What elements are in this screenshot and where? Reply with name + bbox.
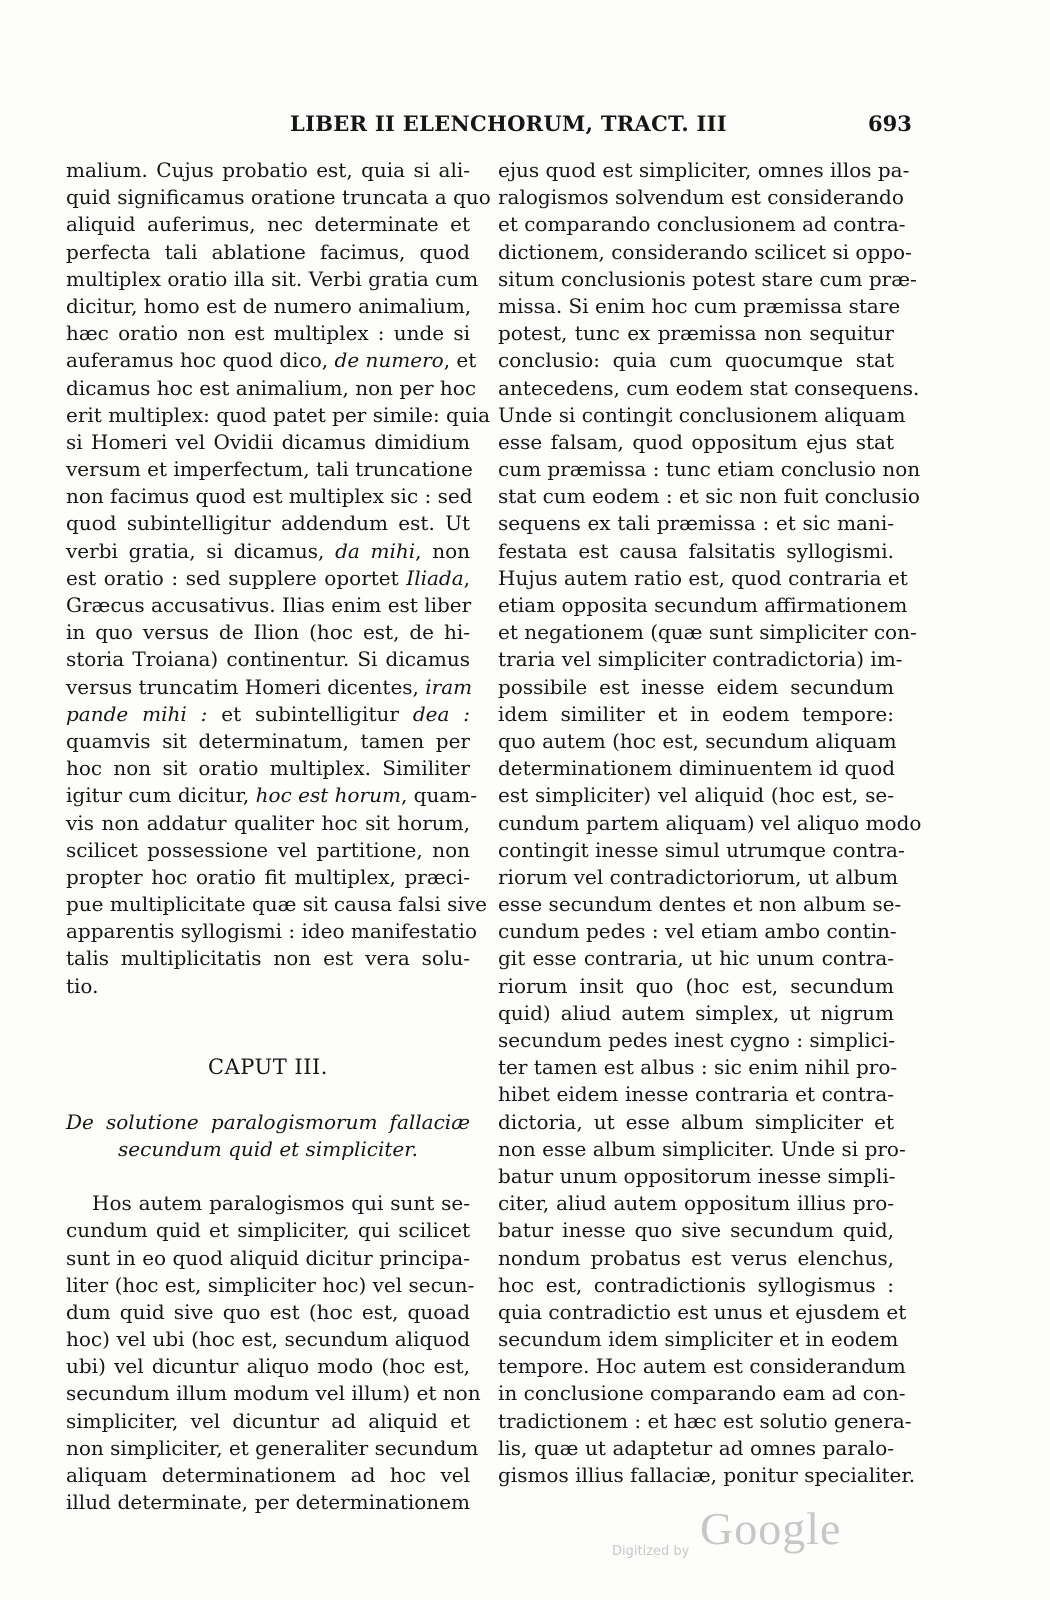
right-column bbox=[498, 157, 922, 1489]
digitized-by-google-watermark bbox=[612, 1502, 852, 1562]
text-line: scilicet possessione vel partitione, non bbox=[66, 837, 470, 862]
text-line: ter tamen est albus : sic enim nihil pro- bbox=[498, 1055, 898, 1080]
text-line: etiam opposita secundum affirmationem bbox=[498, 593, 908, 617]
text-line: traria vel simpliciter contradictoria) im- bbox=[498, 647, 903, 672]
text-line: secundum illum modum vel illum) et non bbox=[66, 1381, 481, 1406]
text-line: malium. Cujus probatio est, quia si ali- bbox=[66, 158, 470, 182]
text-segment: , non bbox=[415, 538, 470, 563]
page-number: 693 bbox=[868, 111, 912, 136]
running-header bbox=[0, 111, 1050, 151]
text-line: dicitur, homo est de numero animalium, bbox=[66, 293, 472, 318]
text-line: sequens ex tali præmissa : et sic mani- bbox=[498, 511, 894, 536]
text-line: esse secundum dentes et non album se- bbox=[498, 892, 902, 917]
text-line: determinationem diminuentem id quod bbox=[498, 756, 896, 781]
text-line bbox=[66, 782, 477, 809]
text-line: erit multiplex: quod patet per simile: quia bbox=[66, 402, 491, 427]
text-line: quid significamus oratione truncata a quo bbox=[66, 185, 491, 210]
text-line: gismos illius fallaciæ, ponitur specialiter. bbox=[498, 1463, 916, 1487]
text-line: non simpliciter, et generaliter secundum bbox=[66, 1435, 479, 1460]
chapter-subheading-line: De solutione paralogismorum fallaciæ bbox=[66, 1109, 470, 1134]
text-segment: , quam- bbox=[400, 783, 477, 808]
google-logo: Google bbox=[700, 1503, 842, 1554]
text-segment: versus truncatim Homeri dicentes, bbox=[66, 674, 426, 699]
text-line: et negationem (quæ sunt simpliciter con- bbox=[498, 620, 917, 645]
text-line: tempore. Hoc autem est considerandum bbox=[498, 1354, 906, 1379]
chapter-subheading-line: secundum quid et simpliciter. bbox=[118, 1136, 418, 1161]
text-line: conclusio: quia cum quocumque stat bbox=[498, 348, 894, 373]
text-segment: verbi gratia, si dicamus, bbox=[66, 538, 336, 563]
text-line: simpliciter, vel dicuntur ad aliquid et bbox=[66, 1408, 470, 1433]
chapter-heading: CAPUT III. bbox=[208, 1055, 328, 1080]
text-line: cundum pedes : vel etiam ambo contin- bbox=[498, 919, 897, 944]
text-line: dum quid sive quo est (hoc est, quoad bbox=[66, 1299, 470, 1324]
text-line: sunt in eo quod aliquid dicitur principa- bbox=[66, 1245, 470, 1270]
text-line: riorum vel contradictoriorum, ut album bbox=[498, 864, 899, 889]
text-line: illud determinate, per determinationem bbox=[66, 1490, 470, 1515]
text-line: perfecta tali ablatione facimus, quod bbox=[66, 239, 470, 264]
text-line bbox=[66, 701, 470, 728]
text-line: vis non addatur qualiter hoc sit horum, bbox=[66, 810, 470, 835]
text-line: quod subintelligitur addendum est. Ut bbox=[66, 511, 470, 536]
text-line: liter (hoc est, simpliciter hoc) vel secun- bbox=[66, 1272, 475, 1297]
text-line: Hujus autem ratio est, quod contraria et bbox=[498, 565, 908, 590]
text-line: propter hoc oratio fit multiplex, præci- bbox=[66, 864, 470, 889]
italic-term: hoc est horum bbox=[255, 783, 401, 808]
text-line: quid) aliud autem simplex, ut nigrum bbox=[498, 1000, 894, 1025]
text-line: possibile est inesse eidem secundum bbox=[498, 674, 894, 699]
text-line: talis multiplicitatis non est vera solu- bbox=[66, 946, 470, 971]
text-line: citer, aliud autem oppositum illius pro- bbox=[498, 1191, 894, 1216]
text-line: contingit inesse simul utrumque contra- bbox=[498, 837, 905, 862]
text-line: situm conclusionis potest stare cum præ- bbox=[498, 266, 917, 291]
paragraph-chapter-three bbox=[66, 1190, 481, 1516]
text-line: idem similiter et in eodem tempore: bbox=[498, 701, 894, 726]
text-line: aliquid auferimus, nec determinate et bbox=[66, 212, 470, 237]
italic-term: de numero bbox=[334, 348, 444, 373]
text-line: festata est causa falsitatis syllogismi. bbox=[498, 538, 894, 563]
text-line: hoc) vel ubi (hoc est, secundum aliquod bbox=[66, 1327, 470, 1352]
text-line: cum præmissa : tunc etiam conclusio non bbox=[498, 457, 921, 482]
text-segment: igitur cum dicitur, bbox=[66, 783, 256, 808]
text-line: in conclusione comparando eam ad con- bbox=[498, 1381, 906, 1406]
text-line: lis, quæ ut adaptetur ad omnes paralo- bbox=[498, 1435, 894, 1460]
text-line: quo autem (hoc est, secundum aliquam bbox=[498, 728, 897, 753]
text-line: ejus quod est simpliciter, omnes illos pa- bbox=[498, 158, 910, 182]
italic-term: dea : bbox=[412, 701, 470, 726]
text-line: Unde si contingit conclusionem aliquam bbox=[498, 402, 906, 427]
text-line: git esse contraria, ut hic unum contra- bbox=[498, 946, 894, 971]
text-line bbox=[66, 538, 470, 565]
text-line bbox=[66, 347, 477, 374]
text-line: dicamus hoc est animalium, non per hoc bbox=[66, 375, 477, 400]
running-title: LIBER II ELENCHORUM, TRACT. III bbox=[290, 111, 727, 136]
text-line: cundum quid et simpliciter, qui scilicet bbox=[66, 1218, 470, 1243]
text-line: hæc oratio non est multiplex : unde si bbox=[66, 321, 470, 346]
text-line: antecedens, cum eodem stat consequens. bbox=[498, 375, 920, 400]
text-line: non esse album simpliciter. Unde si pro- bbox=[498, 1136, 906, 1161]
text-line: est simpliciter) vel aliquid (hoc est, se- bbox=[498, 783, 894, 808]
text-line: apparentis syllogismi : ideo manifestatio bbox=[66, 919, 477, 944]
text-line: Hos autem paralogismos qui sunt se- bbox=[92, 1191, 470, 1216]
text-line: secundum idem simpliciter et in eodem bbox=[498, 1327, 899, 1352]
left-column bbox=[66, 157, 491, 1516]
text-line: ralogismos solvendum est considerando bbox=[498, 185, 904, 210]
text-line: pue multiplicitate quæ sit causa falsi sive bbox=[66, 892, 487, 917]
text-line: in quo versus de Ilion (hoc est, de hi- bbox=[66, 620, 470, 645]
italic-term: Iliada bbox=[406, 565, 464, 590]
text-line: secundum pedes inest cygno : simplici- bbox=[498, 1028, 895, 1052]
text-line: nondum probatus est verus elenchus, bbox=[498, 1245, 894, 1270]
text-line: tradictionem : et hæc est solutio genera- bbox=[498, 1408, 912, 1433]
text-line: batur inesse quo sive secundum quid, bbox=[498, 1218, 894, 1243]
text-line bbox=[66, 565, 470, 592]
watermark-prefix: Digitized by bbox=[612, 1544, 690, 1559]
text-segment: , bbox=[463, 565, 470, 590]
text-line: tio. bbox=[66, 973, 99, 998]
text-line: aliquam determinationem ad hoc vel bbox=[66, 1463, 470, 1487]
text-line: potest, tunc ex præmissa non sequitur bbox=[498, 321, 894, 346]
text-line: dictionem, considerando scilicet si oppo- bbox=[498, 239, 912, 264]
text-line bbox=[66, 674, 473, 701]
text-line: non facimus quod est multiplex sic : sed bbox=[66, 484, 473, 509]
text-line: batur unum oppositorum inesse simpli- bbox=[498, 1163, 896, 1188]
text-line: missa. Si enim hoc cum præmissa stare bbox=[498, 293, 901, 318]
italic-term: pande mihi : bbox=[66, 701, 208, 726]
italic-term: iram bbox=[425, 674, 473, 699]
italic-term: da mihi bbox=[335, 538, 416, 563]
text-line: hibet eidem inesse contraria et contra- bbox=[498, 1082, 894, 1107]
text-line: cundum partem aliquam) vel aliquo modo bbox=[498, 810, 922, 835]
text-line: hoc est, contradictionis syllogismus : bbox=[498, 1272, 894, 1297]
paragraph-right bbox=[498, 157, 922, 1489]
text-line: riorum insit quo (hoc est, secundum bbox=[498, 973, 894, 998]
text-line: ubi) vel dicuntur aliquo modo (hoc est, bbox=[66, 1354, 470, 1379]
paragraph-continued bbox=[66, 157, 491, 1000]
text-line: quamvis sit determinatum, tamen per bbox=[66, 728, 470, 753]
text-line: versum et imperfectum, tali truncatione bbox=[66, 457, 473, 482]
text-segment: auferamus hoc quod dico, bbox=[66, 348, 335, 373]
text-line: et comparando conclusionem ad contra- bbox=[498, 212, 906, 237]
text-line: si Homeri vel Ovidii dicamus dimidium bbox=[66, 429, 470, 454]
text-line: stat cum eodem : et sic non fuit conclusio bbox=[498, 484, 920, 509]
text-line: Græcus accusativus. Ilias enim est liber bbox=[66, 593, 472, 617]
text-line: storia Troiana) continentur. Si dicamus bbox=[66, 647, 470, 672]
text-line: multiplex oratio illa sit. Verbi gratia cum bbox=[66, 266, 479, 291]
text-segment: et subintelligitur bbox=[207, 701, 413, 726]
text-line: esse falsam, quod oppositum ejus stat bbox=[498, 429, 894, 454]
text-segment: est oratio : sed supplere oportet bbox=[66, 565, 407, 590]
text-line: quia contradictio est unus et ejusdem et bbox=[498, 1299, 907, 1324]
text-line: hoc non sit oratio multiplex. Similiter bbox=[66, 756, 470, 781]
text-line: dictoria, ut esse album simpliciter et bbox=[498, 1109, 894, 1134]
text-segment: , et bbox=[443, 348, 477, 373]
